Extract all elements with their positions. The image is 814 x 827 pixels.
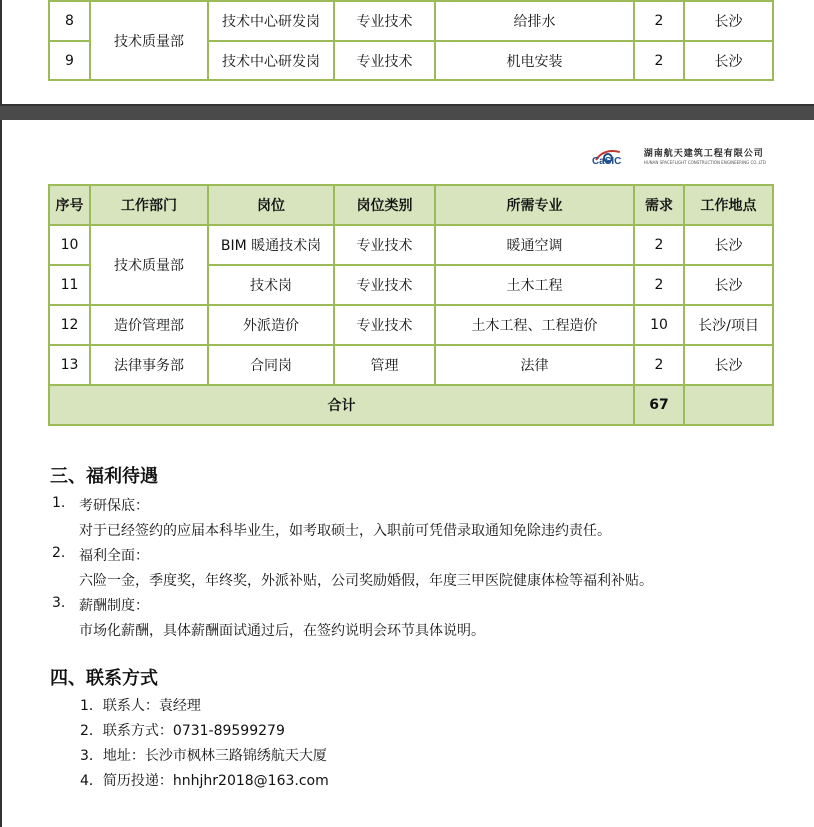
- cell-location: 长沙: [684, 1, 773, 41]
- cell-no: 9: [49, 41, 90, 80]
- total-label: 合计: [49, 385, 634, 425]
- cell-dept: 法律事务部: [90, 345, 208, 385]
- table-row: [49, 345, 773, 385]
- cell-no: 13: [49, 345, 90, 385]
- cell-post: 技术中心研发岗: [208, 41, 334, 80]
- cell-dept: 技术质量部: [90, 225, 208, 305]
- col-header-dept: 工作部门: [90, 185, 208, 225]
- cell-post: 合同岗: [208, 345, 334, 385]
- cell-major: 给排水: [435, 1, 634, 41]
- table-row: [49, 225, 773, 265]
- cell-major: 土木工程、工程造价: [435, 305, 634, 345]
- logo-company-english: HUNAN SPACEFLIGHT CONSTRUCTION ENGINEERING CO.,LTD: [643, 159, 766, 165]
- col-header-location: 工作地点: [684, 185, 773, 225]
- col-header-category: 岗位类别: [334, 185, 435, 225]
- cell-major: 暖通空调: [435, 225, 634, 265]
- table-header-row: [49, 185, 773, 225]
- top-table: [48, 0, 774, 81]
- benefit-text: 对于已经签约的应届本科毕业生，如考取硕士，入职前可凭借录取通知免除违约责任。: [79, 523, 611, 539]
- company-logo: [590, 146, 766, 168]
- benefit-num: 2.: [52, 545, 66, 561]
- cell-demand: 2: [634, 225, 684, 265]
- cell-category: 专业技术: [334, 41, 435, 80]
- col-header-post: 岗位: [208, 185, 334, 225]
- total-value: 67: [634, 385, 684, 425]
- cell-no: 11: [49, 265, 90, 305]
- col-header-major: 所需专业: [435, 185, 634, 225]
- cell-location: 长沙: [684, 225, 773, 265]
- cell-location: 长沙: [684, 345, 773, 385]
- cell-dept: 造价管理部: [90, 305, 208, 345]
- cell-dept: 技术质量部: [90, 1, 208, 80]
- cell-category: 管理: [334, 345, 435, 385]
- cell-major: 土木工程: [435, 265, 634, 305]
- benefit-text: 市场化薪酬，具体薪酬面试通过后，在签约说明会环节具体说明。: [79, 623, 485, 639]
- benefit-label: 薪酬制度：: [79, 598, 149, 614]
- contact-person: 1．联系人：袁经理: [80, 698, 201, 714]
- cell-major: 法律: [435, 345, 634, 385]
- cell-post: BIM 暖通技术岗: [208, 225, 334, 265]
- cell-post: 外派造价: [208, 305, 334, 345]
- cell-category: 专业技术: [334, 305, 435, 345]
- benefits-heading: 三、福利待遇: [50, 466, 158, 487]
- col-header-no: 序号: [49, 185, 90, 225]
- benefit-label: 考研保底：: [79, 498, 149, 514]
- contact-address: 3．地址：长沙市枫林三路锦绣航天大厦: [80, 748, 327, 764]
- cell-location: 长沙: [684, 41, 773, 80]
- benefit-num: 3.: [52, 595, 66, 611]
- table-row: [49, 305, 773, 345]
- cell-post: 技术中心研发岗: [208, 1, 334, 41]
- cell-post: 技术岗: [208, 265, 334, 305]
- cell-demand: 2: [634, 1, 684, 41]
- cell-no: 12: [49, 305, 90, 345]
- col-header-demand: 需求: [634, 185, 684, 225]
- total-empty-cell: [684, 385, 773, 425]
- cell-no: 10: [49, 225, 90, 265]
- recruitment-table: [48, 184, 774, 426]
- cell-demand: 2: [634, 265, 684, 305]
- table-total-row: [49, 385, 773, 425]
- cell-demand: 10: [634, 305, 684, 345]
- contact-heading: 四、联系方式: [50, 668, 158, 689]
- cell-location: 长沙: [684, 265, 773, 305]
- contact-phone: 2．联系方式：0731-89599279: [80, 723, 285, 739]
- casic-logo-icon: [590, 146, 640, 168]
- cell-demand: 2: [634, 345, 684, 385]
- page-gap: [0, 106, 814, 120]
- cell-category: 专业技术: [334, 225, 435, 265]
- cell-location: 长沙/项目: [684, 305, 773, 345]
- cell-category: 专业技术: [334, 265, 435, 305]
- benefit-text: 六险一金，季度奖，年终奖，外派补贴，公司奖励婚假，年度三甲医院健康体检等福利补贴。: [79, 573, 653, 589]
- logo-company-name: 湖南航天建筑工程有限公司: [643, 148, 764, 159]
- cell-major: 机电安装: [435, 41, 634, 80]
- cell-category: 专业技术: [334, 1, 435, 41]
- cell-no: 8: [49, 1, 90, 41]
- cell-demand: 2: [634, 41, 684, 80]
- benefit-label: 福利全面：: [79, 548, 149, 564]
- contact-email[interactable]: 4．简历投递：hnhjhr2018@163.com: [80, 773, 329, 789]
- table-row: [49, 1, 773, 41]
- logo-brand: CaSIC: [591, 155, 622, 167]
- benefit-num: 1.: [52, 495, 66, 511]
